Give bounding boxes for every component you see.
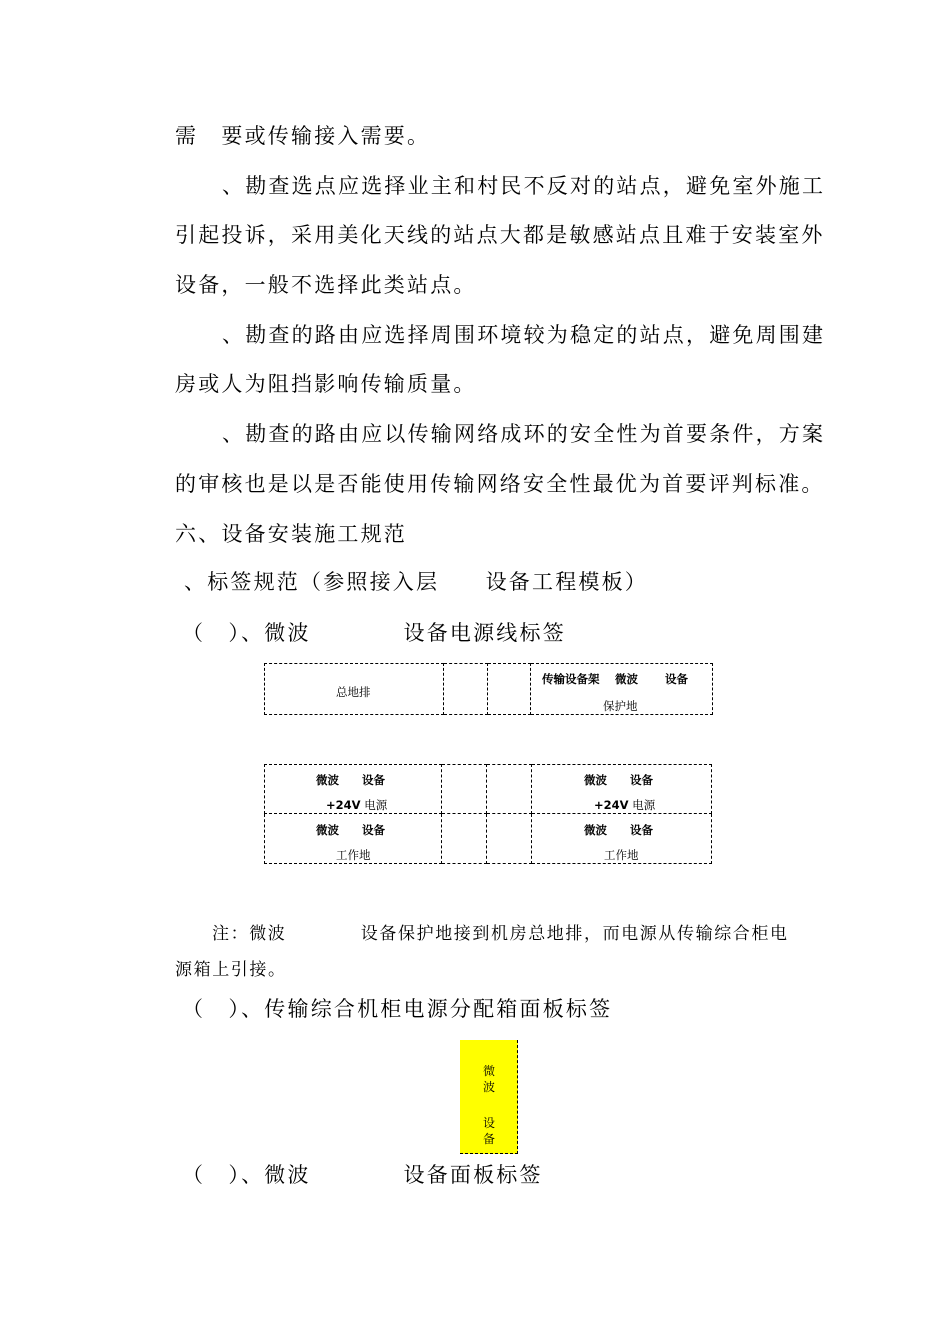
- cell-text-bold: +24V: [594, 798, 629, 812]
- section-heading: 六、设备安装施工规范: [175, 522, 407, 546]
- paragraph-line: 、勘查的路由应以传输网络成环的安全性为首要条件，方案: [222, 422, 826, 446]
- table-cell: [487, 764, 532, 814]
- paragraph-line: 、勘查的路由应选择周围环境较为稳定的站点，避免周围建: [222, 323, 826, 347]
- table-cell: [442, 814, 487, 864]
- panel-label-char: 设: [482, 1116, 495, 1130]
- sub-heading: 、标签规范（参照接入层 设备工程模板）: [184, 570, 648, 594]
- panel-label-char: 备: [482, 1132, 495, 1146]
- cell-text: 工作地: [604, 848, 639, 862]
- cell-text: [594, 797, 655, 813]
- paragraph-line: 的审核也是以是否能使用传输网络安全性最优为首要评判标准。: [175, 472, 825, 496]
- cell-text-bold: +24V: [326, 798, 361, 812]
- cell-text: 传输设备架 微波 设备: [542, 672, 689, 686]
- item-heading: （ ）、传输综合机柜电源分配箱面板标签: [182, 997, 613, 1021]
- note-line: 注：微波 设备保护地接到机房总地排，而电源从传输综合柜电: [212, 924, 789, 944]
- panel-label-char: 波: [482, 1080, 495, 1094]
- table-cell: [487, 814, 532, 864]
- cell-text: 工作地: [336, 848, 371, 862]
- note-line: 源箱上引接。: [175, 960, 287, 980]
- cell-text: 总地排: [336, 685, 371, 699]
- cell-text: 微波 设备: [584, 823, 653, 837]
- table-cell: [444, 663, 488, 715]
- cell-text: 微波 设备: [316, 823, 385, 837]
- table-cell: [488, 663, 531, 715]
- cell-text: 微波 设备: [316, 773, 385, 787]
- paragraph-line: 房或人为阻挡影响传输质量。: [175, 372, 477, 396]
- cell-text: [326, 797, 387, 813]
- cell-text-rest: 电源: [360, 798, 388, 812]
- paragraph-line: 需 要或传输接入需要。: [175, 124, 431, 148]
- panel-label-char: 微: [482, 1064, 495, 1078]
- paragraph-line: 引起投诉，采用美化天线的站点大都是敏感站点且难于安装室外: [175, 223, 825, 247]
- item-heading: （ ）、微波 设备电源线标签: [182, 621, 566, 645]
- panel-label: [460, 1040, 518, 1154]
- paragraph-line: 设备，一般不选择此类站点。: [175, 273, 477, 297]
- cell-text: 保护地: [603, 699, 638, 713]
- table-cell: [442, 764, 487, 814]
- paragraph-line: 、勘查选点应选择业主和村民不反对的站点，避免室外施工: [222, 174, 826, 198]
- cell-text-rest: 电源: [628, 798, 656, 812]
- cell-text: 微波 设备: [584, 773, 653, 787]
- item-heading: （ ）、微波 设备面板标签: [182, 1163, 543, 1187]
